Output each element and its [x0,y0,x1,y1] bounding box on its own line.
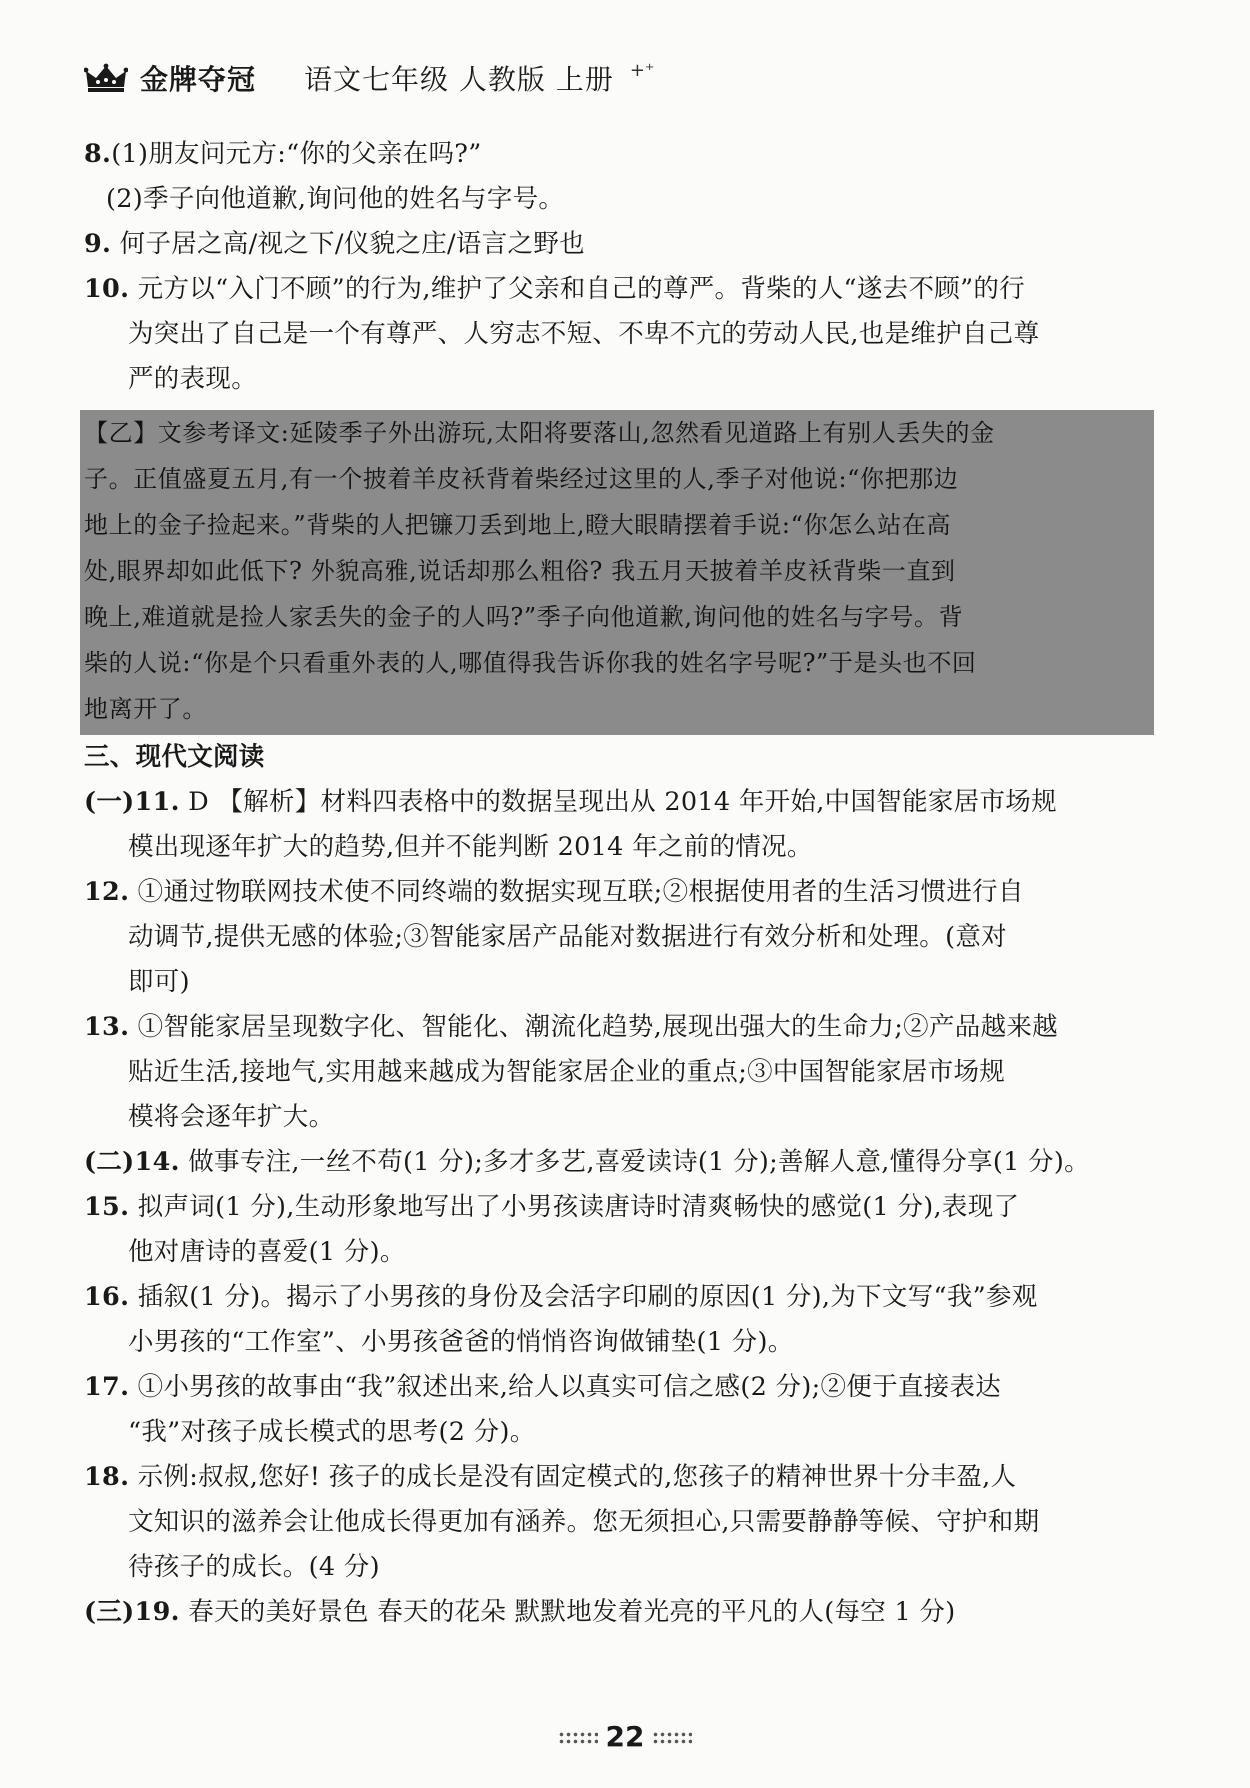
answer-text: 为突出了自己是一个有尊严、人穷志不短、不卑不亢的劳动人民,也是维护自己尊 [128,319,1040,349]
answer-line [84,1455,1160,1500]
answer-text: 春天的美好景色 春天的花朵 默默地发着光亮的平凡的人(每空 1 分) [179,1597,956,1627]
question-number: (二)14. [84,1147,180,1177]
answer-line [84,357,1160,402]
crown-icon [84,63,128,93]
question-number: 16. [84,1282,130,1312]
translation-box [80,410,1154,735]
answer-text: 做事专注,一丝不苟(1 分);多才多艺,喜爱读诗(1 分);善解人意,懂得分享(1 分)。 [179,1147,1090,1177]
answer-line [84,1095,1160,1140]
answer-line [84,1140,1160,1185]
answer-line [84,132,1160,177]
page-footer [0,1720,1250,1753]
answer-line [84,1500,1160,1545]
answer-text: 元方以“入门不顾”的行为,维护了父亲和自己的尊严。背柴的人“遂去不顾”的行 [129,274,1026,304]
answer-text: (2)季子向他道歉,询问他的姓名与字号。 [106,184,565,214]
answer-line [84,267,1160,312]
dots-left-decoration [558,1731,598,1745]
answer-text: 待孩子的成长。(4 分) [128,1552,380,1582]
answer-text: 文知识的滋养会让他成长得更加有涵养。您无须担心,只需要静静等候、守护和期 [128,1507,1040,1537]
question-number: 15. [84,1192,130,1222]
answer-text: 何子居之高/视之下/仪貌之庄/语言之野也 [111,229,585,259]
answer-line [84,825,1160,870]
answer-content [84,132,1160,402]
question-number: 9. [84,229,112,259]
answer-text: 模出现逐年扩大的趋势,但并不能判断 2014 年之前的情况。 [128,832,813,862]
question-number: 8. [84,139,112,169]
answer-text: ①智能家居呈现数字化、智能化、潮流化趋势,展现出强大的生命力;②产品越来越 [129,1012,1058,1042]
answer-text: D 【解析】材料四表格中的数据呈现出从 2014 年开始,中国智能家居市场规 [179,787,1057,817]
page-header [84,56,654,100]
translation-line: 【乙】文参考译文:延陵季子外出游玩,太阳将要落山,忽然看见道路上有别人丢失的金 [84,419,995,447]
page-number: 22 [605,1720,645,1753]
answer-line [84,1365,1160,1410]
question-number: 17. [84,1372,130,1402]
answer-text: 小男孩的“工作室”、小男孩爸爸的悄悄咨询做铺垫(1 分)。 [128,1327,794,1357]
answer-line [84,1545,1160,1590]
answer-line [84,222,1160,267]
answer-text: 模将会逐年扩大。 [128,1102,335,1132]
answer-text: (1)朋友问元方:“你的父亲在吗?” [111,139,482,169]
answer-text: 即可) [128,967,190,997]
translation-line: 处,眼界却如此低下? 外貌高雅,说话却那么粗俗? 我五月天披着羊皮袄背柴一直到 [84,557,956,585]
translation-line: 柴的人说:“你是个只看重外表的人,哪值得我告诉你我的姓名字号呢?”于是头也不回 [84,649,977,677]
answer-line [84,177,1160,222]
answer-line [84,1275,1160,1320]
question-number: (三)19. [84,1597,180,1627]
translation-line: 地离开了。 [84,695,207,723]
brand-name: 金牌夺冠 [140,63,257,96]
answer-line [84,960,1160,1005]
question-number: (一)11. [84,787,180,817]
answer-text: 严的表现。 [128,364,258,394]
answer-text: 拟声词(1 分),生动形象地写出了小男孩读唐诗时清爽畅快的感觉(1 分),表现了 [129,1192,1020,1222]
answer-line [84,780,1160,825]
answers-group-bottom [84,780,1160,1635]
translation-line: 子。正值盛夏五月,有一个披着羊皮袄背着柴经过这里的人,季子对他说:“你把那边 [84,465,959,493]
sparkle-icon: +⁺ [629,59,655,81]
answer-line [84,1590,1160,1635]
answer-line [84,870,1160,915]
answer-text: 示例:叔叔,您好! 孩子的成长是没有固定模式的,您孩子的精神世界十分丰盈,人 [129,1462,1017,1492]
answer-text: 动调节,提供无感的体验;③智能家居产品能对数据进行有效分析和处理。(意对 [128,922,1007,952]
question-number: 18. [84,1462,130,1492]
dots-right-decoration [652,1731,692,1745]
answer-text: ①小男孩的故事由“我”叙述出来,给人以真实可信之感(2 分);②便于直接表达 [129,1372,1002,1402]
book-subject: 语文七年级 人教版 上册 [304,63,614,96]
answer-line [84,1230,1160,1275]
answer-text: ①通过物联网技术使不同终端的数据实现互联;②根据使用者的生活习惯进行自 [129,877,1024,907]
answer-line [84,1410,1160,1455]
question-number: 10. [84,274,130,304]
answer-line [84,312,1160,357]
answer-line [84,1320,1160,1365]
answer-text: “我”对孩子成长模式的思考(2 分)。 [128,1417,536,1447]
answer-line [84,1005,1160,1050]
translation-line: 地上的金子捡起来。”背柴的人把镰刀丢到地上,瞪大眼睛摆着手说:“你怎么站在高 [84,511,952,539]
question-number: 12. [84,877,130,907]
translation-line: 晚上,难道就是捡人家丢失的金子的人吗?”季子向他道歉,询问他的姓名与字号。背 [84,603,964,631]
answer-line [84,915,1160,960]
answer-content-lower [84,735,1160,1635]
answer-text: 他对唐诗的喜爱(1 分)。 [128,1237,406,1267]
answer-text: 贴近生活,接地气,实用越来越成为智能家居企业的重点;③中国智能家居市场规 [128,1057,1006,1087]
question-number: 13. [84,1012,130,1042]
answer-line [84,1185,1160,1230]
answers-group-top [84,132,1160,402]
answer-text: 插叙(1 分)。揭示了小男孩的身份及会活字印刷的原因(1 分),为下文写“我”参观 [129,1282,1038,1312]
answer-line [84,1050,1160,1095]
section-title: 三、现代文阅读 [84,742,265,772]
